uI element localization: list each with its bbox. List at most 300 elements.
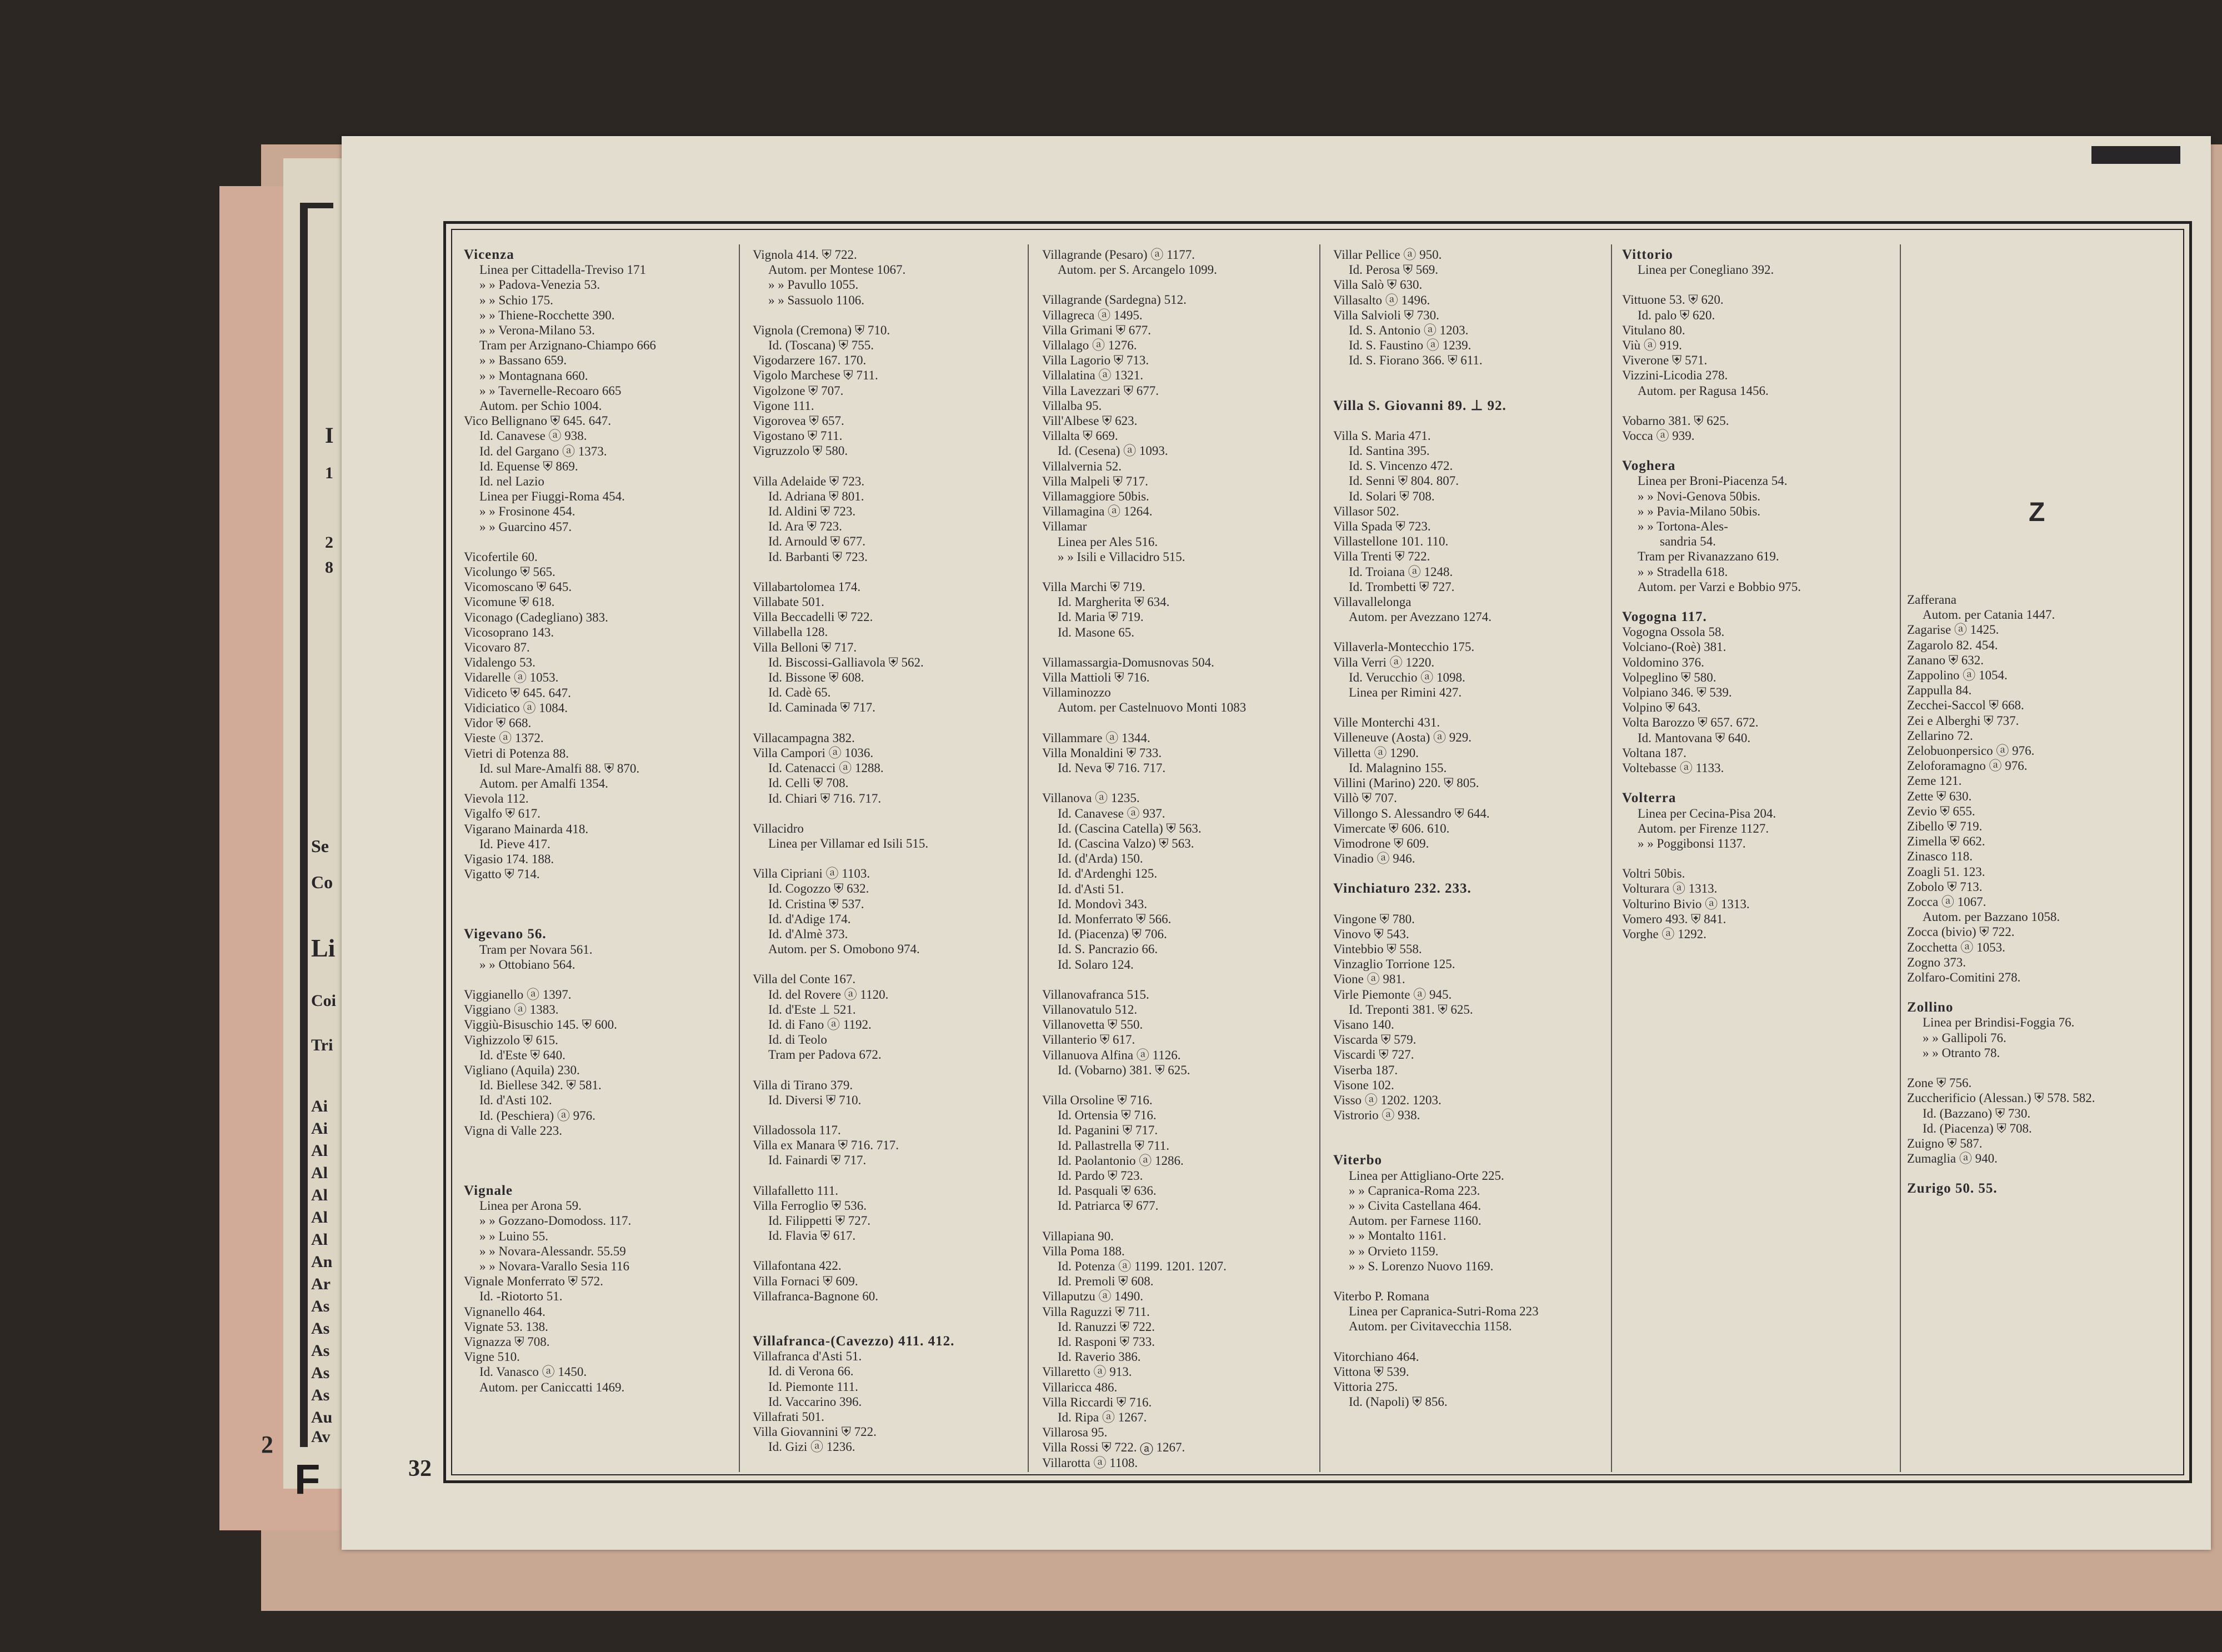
index-spacer bbox=[464, 1168, 744, 1183]
index-entry: Zecchei-Saccol ⛨ 668. bbox=[1907, 698, 2024, 713]
index-entry: Villafontana 422. bbox=[753, 1259, 842, 1273]
index-entry: Id. S. Faustino ⓐ 1239. bbox=[1349, 338, 1472, 353]
index-entry: Id. (Cascina Catella) ⛨ 563. bbox=[1058, 821, 1202, 835]
index-entry: Id. (Vobarno) 381. ⛨ 625. bbox=[1058, 1063, 1190, 1077]
index-entry: Volturino Bivio ⓐ 1313. bbox=[1622, 897, 1750, 911]
index-entry: Villa Campori ⓐ 1036. bbox=[753, 745, 874, 760]
index-entry: » » Gallipoli 76. bbox=[1923, 1030, 2006, 1045]
index-entry: Volta Barozzo ⛨ 657. 672. bbox=[1622, 715, 1759, 730]
index-entry: Villaminozzo bbox=[1042, 685, 1111, 700]
index-entry: Vobarno 381. ⛨ 625. bbox=[1622, 413, 1729, 428]
index-entry: Id. Gizi ⓐ 1236. bbox=[768, 1440, 855, 1454]
index-spacer bbox=[1333, 897, 1614, 912]
back-page-fragment: Al bbox=[311, 1230, 328, 1249]
index-entry: Zelobuonpersico ⓐ 976. bbox=[1907, 744, 2035, 758]
back-page-fragment: Av bbox=[311, 1428, 331, 1446]
index-entry: Id. Pallastrella ⛨ 711. bbox=[1058, 1138, 1169, 1153]
index-entry: Id. Masone 65. bbox=[1058, 625, 1134, 639]
index-column-6 bbox=[1907, 247, 2188, 1469]
index-entry: Id. (Piacenza) ⛨ 708. bbox=[1923, 1121, 2032, 1135]
index-heading: Vinchiaturo 232. 233. bbox=[1333, 881, 1472, 897]
index-entry: Autom. per Ragusa 1456. bbox=[1638, 383, 1769, 398]
index-entry: Visso ⓐ 1202. 1203. bbox=[1333, 1093, 1442, 1107]
index-entry: Id. di Teolo bbox=[768, 1033, 827, 1047]
index-entry: Linea per Brindisi-Foggia 76. bbox=[1923, 1015, 2075, 1030]
index-entry: Id. Rasponi ⛨ 733. bbox=[1058, 1335, 1155, 1349]
index-entry: Villafranca-Bagnone 60. bbox=[753, 1289, 878, 1303]
index-entry: Id. Chiari ⛨ 716. 717. bbox=[768, 791, 882, 805]
index-entry: » » Novi-Genova 50bis. bbox=[1638, 489, 1761, 503]
back-page-fragment: Ai bbox=[311, 1097, 328, 1115]
back-page-fragment: As bbox=[311, 1364, 330, 1382]
index-entry: Vieste ⓐ 1372. bbox=[464, 731, 544, 745]
index-entry: Id. d'Ardenghi 125. bbox=[1058, 867, 1158, 881]
index-entry: Id. di Verona 66. bbox=[768, 1364, 854, 1379]
index-entry: Id. sul Mare-Amalfi 88. ⛨ 870. bbox=[479, 761, 640, 775]
index-spacer bbox=[1042, 715, 1323, 730]
index-entry: Id. Catenacci ⓐ 1288. bbox=[768, 761, 884, 775]
index-entry: Vigodarzere 167. 170. bbox=[753, 353, 867, 368]
index-entry: Linea per Arona 59. bbox=[479, 1199, 582, 1213]
index-entry: Id. Cadè 65. bbox=[768, 685, 831, 700]
index-entry: Id. Mantovana ⛨ 640. bbox=[1638, 730, 1751, 745]
index-entry: Vigolo Marchese ⛨ 711. bbox=[753, 368, 878, 383]
back-page-fragment: 1 bbox=[325, 464, 333, 482]
index-entry: Id. Ortensia ⛨ 716. bbox=[1058, 1108, 1157, 1123]
back-page-fragment: Al bbox=[311, 1142, 328, 1160]
index-spacer bbox=[1622, 277, 1903, 292]
index-entry: Villalba 95. bbox=[1042, 398, 1102, 413]
back-page-fragment: Al bbox=[311, 1186, 328, 1204]
index-entry: Autom. per Avezzano 1274. bbox=[1349, 610, 1492, 624]
back-page-fragment: An bbox=[311, 1253, 333, 1271]
index-entry: Villa Raguzzi ⛨ 711. bbox=[1042, 1304, 1150, 1319]
index-entry: Zeme 121. bbox=[1907, 774, 1962, 788]
index-spacer bbox=[1333, 624, 1614, 639]
index-entry: Viconago (Cadegliano) 383. bbox=[464, 610, 608, 624]
index-entry: Zellarino 72. bbox=[1907, 728, 1973, 743]
index-entry: Zogno 373. bbox=[1907, 955, 1966, 969]
index-entry: » » Capranica-Roma 223. bbox=[1349, 1183, 1480, 1198]
index-entry: Id. Maria ⛨ 719. bbox=[1058, 610, 1144, 624]
index-entry: Viggiano ⓐ 1383. bbox=[464, 1003, 559, 1017]
index-entry: Villeneuve (Aosta) ⓐ 929. bbox=[1333, 730, 1472, 745]
index-entry: » » Montalto 1161. bbox=[1349, 1229, 1447, 1243]
index-spacer bbox=[464, 534, 744, 549]
index-entry: Id. di Fano ⓐ 1192. bbox=[768, 1017, 872, 1032]
index-entry: Id. (Toscana) ⛨ 755. bbox=[768, 338, 874, 353]
index-entry: Viserba 187. bbox=[1333, 1063, 1398, 1077]
index-entry: Villanovatulo 512. bbox=[1042, 1002, 1138, 1017]
index-entry: Volciano-(Roè) 381. bbox=[1622, 640, 1726, 654]
index-spacer bbox=[1333, 1334, 1614, 1349]
index-spacer bbox=[1333, 1274, 1614, 1289]
index-entry: Vittuone 53. ⛨ 620. bbox=[1622, 293, 1724, 307]
index-entry: Id. S. Antonio ⓐ 1203. bbox=[1349, 323, 1469, 338]
index-entry: Vigne 510. bbox=[464, 1350, 520, 1364]
index-entry: Vignanello 464. bbox=[464, 1304, 546, 1319]
index-entry: Id. nel Lazio bbox=[479, 474, 544, 489]
index-entry: Id. Biscossi-Galliavola ⛨ 562. bbox=[768, 655, 924, 669]
index-entry: Villanovetta ⛨ 550. bbox=[1042, 1018, 1143, 1032]
back-page-fragment: Al bbox=[311, 1208, 328, 1227]
index-entry: Tram per Rivanazzano 619. bbox=[1638, 549, 1779, 564]
index-entry: Id. Piemonte 111. bbox=[768, 1379, 858, 1394]
index-entry: Id. d'Almè 373. bbox=[768, 927, 848, 941]
index-entry: Villa Rossi ⛨ 722. ⓐ 1267. bbox=[1042, 1440, 1185, 1455]
index-entry: Zafferana bbox=[1907, 593, 1956, 607]
index-entry: Id. Pieve 417. bbox=[479, 837, 551, 851]
index-entry: Villetta ⓐ 1290. bbox=[1333, 745, 1419, 760]
index-entry: Zimella ⛨ 662. bbox=[1907, 834, 1985, 849]
index-entry: Vigruzzolo ⛨ 580. bbox=[753, 444, 848, 458]
index-entry: » » Pavia-Milano 50bis. bbox=[1638, 504, 1761, 518]
index-entry: Id. Solaro 124. bbox=[1058, 957, 1134, 972]
index-entry: Autom. per S. Arcangelo 1099. bbox=[1058, 263, 1217, 277]
index-entry: Id. (Peschiera) ⓐ 976. bbox=[479, 1108, 595, 1123]
index-entry: » » Otranto 78. bbox=[1923, 1045, 2000, 1060]
index-entry: Villamaggiore 50bis. bbox=[1042, 489, 1149, 504]
index-entry: Tram per Novara 561. bbox=[479, 942, 593, 957]
index-entry: » » Poggibonsi 1137. bbox=[1638, 836, 1746, 850]
index-entry: Linea per Cecina-Pisa 204. bbox=[1638, 806, 1776, 820]
index-entry: » » Sassuolo 1106. bbox=[768, 293, 864, 307]
index-entry: Autom. per Montese 1067. bbox=[768, 263, 906, 277]
index-entry: Viù ⓐ 919. bbox=[1622, 338, 1682, 353]
index-entry: Villadossola 117. bbox=[753, 1123, 841, 1137]
index-entry: Id. Adriana ⛨ 801. bbox=[768, 489, 864, 503]
index-entry: Villapiana 90. bbox=[1042, 1229, 1114, 1243]
index-entry: Villalatina ⓐ 1321. bbox=[1042, 368, 1143, 383]
index-entry: Id. (d'Arda) 150. bbox=[1058, 852, 1143, 866]
index-entry: » » Ottobiano 564. bbox=[479, 957, 575, 972]
section-letter-z: Z bbox=[2029, 498, 2045, 527]
index-entry: Villa Salvioli ⛨ 730. bbox=[1333, 308, 1439, 322]
index-entry: Villalago ⓐ 1276. bbox=[1042, 338, 1137, 353]
index-entry: Vigatto ⛨ 714. bbox=[464, 867, 540, 882]
index-entry: Villa S. Maria 471. bbox=[1333, 428, 1431, 443]
index-entry: Id. Margherita ⛨ 634. bbox=[1058, 595, 1170, 609]
back-page-rule-top bbox=[300, 203, 333, 208]
index-entry: Villa Beccadelli ⛨ 722. bbox=[753, 610, 873, 624]
index-entry: Villongo S. Alessandro ⛨ 644. bbox=[1333, 806, 1490, 820]
index-entry: Volpino ⛨ 643. bbox=[1622, 700, 1701, 715]
index-entry: Villa Fornaci ⛨ 609. bbox=[753, 1274, 858, 1288]
index-entry: Id. Flavia ⛨ 617. bbox=[768, 1229, 856, 1243]
index-entry: Id. (Bazzano) ⛨ 730. bbox=[1923, 1106, 2031, 1120]
index-entry: Volpiano 346. ⛨ 539. bbox=[1622, 685, 1732, 700]
index-entry: Zappolino ⓐ 1054. bbox=[1907, 668, 2008, 683]
index-entry: Id. Trombetti ⛨ 727. bbox=[1349, 579, 1455, 594]
index-entry: » » Frosinone 454. bbox=[479, 504, 575, 519]
index-spacer bbox=[1907, 1166, 2188, 1181]
index-entry: Id. Raverio 386. bbox=[1058, 1350, 1141, 1364]
index-entry: Zumaglia ⓐ 940. bbox=[1907, 1152, 1998, 1166]
index-entry: Id. (Napoli) ⛨ 856. bbox=[1349, 1395, 1448, 1409]
index-entry: Villa Riccardi ⛨ 716. bbox=[1042, 1395, 1152, 1409]
index-entry: Villanterio ⛨ 617. bbox=[1042, 1033, 1135, 1047]
index-spacer bbox=[1042, 277, 1323, 292]
index-entry: Vistrorio ⓐ 938. bbox=[1333, 1108, 1420, 1123]
index-entry: Id. Paolantonio ⓐ 1286. bbox=[1058, 1153, 1184, 1168]
index-entry: Vicolungo ⛨ 565. bbox=[464, 565, 556, 579]
index-entry: Villalta ⛨ 669. bbox=[1042, 429, 1118, 443]
index-spacer bbox=[753, 806, 1033, 821]
index-entry: Zocca (bivio) ⛨ 722. bbox=[1907, 925, 2015, 939]
back-page-fragment: Li bbox=[311, 934, 336, 962]
index-spacer bbox=[1907, 397, 2188, 427]
index-entry: Villamar bbox=[1042, 519, 1087, 534]
index-heading: Vigevano 56. bbox=[464, 927, 547, 942]
index-entry: Zevio ⛨ 655. bbox=[1907, 804, 1975, 818]
index-entry: Id. Arnould ⛨ 677. bbox=[768, 534, 866, 549]
index-entry: Vingone ⛨ 780. bbox=[1333, 912, 1415, 926]
index-entry: Id. Pasquali ⛨ 636. bbox=[1058, 1184, 1157, 1198]
index-entry: Villa Mattioli ⛨ 716. bbox=[1042, 670, 1150, 685]
index-entry: Villasor 502. bbox=[1333, 504, 1399, 518]
index-heading: Vignale bbox=[464, 1183, 513, 1198]
index-spacer bbox=[1622, 851, 1903, 866]
index-entry: Vintebbio ⛨ 558. bbox=[1333, 942, 1422, 956]
index-entry: Id. Equense ⛨ 869. bbox=[479, 459, 578, 473]
index-entry: Id. Neva ⛨ 716. 717. bbox=[1058, 761, 1166, 775]
index-entry: Vignola 414. ⛨ 722. bbox=[753, 248, 857, 262]
index-entry: Villammare ⓐ 1344. bbox=[1042, 730, 1150, 745]
index-entry: » » Bassano 659. bbox=[479, 353, 567, 368]
index-entry: Viverone ⛨ 571. bbox=[1622, 353, 1708, 368]
index-entry: Id. Canavese ⓐ 938. bbox=[479, 429, 587, 443]
index-entry: Viscarda ⛨ 579. bbox=[1333, 1033, 1417, 1047]
index-entry: Vievola 112. bbox=[464, 792, 529, 806]
index-entry: Villa Malpeli ⛨ 717. bbox=[1042, 474, 1148, 488]
index-spacer bbox=[464, 1138, 744, 1168]
index-entry: Id. Fainardi ⛨ 717. bbox=[768, 1153, 867, 1168]
index-entry: Vittona ⛨ 539. bbox=[1333, 1364, 1409, 1379]
index-entry: Id. S. Vincenzo 472. bbox=[1349, 459, 1453, 473]
index-entry: Villacidro bbox=[753, 821, 804, 835]
index-entry: » » Orvieto 1159. bbox=[1349, 1244, 1439, 1258]
index-entry: Vigalfo ⛨ 617. bbox=[464, 807, 541, 821]
index-entry: Autom. per Farnese 1160. bbox=[1349, 1214, 1482, 1228]
index-entry: Villa Cipriani ⓐ 1103. bbox=[753, 867, 870, 881]
index-entry: Id. Perosa ⛨ 569. bbox=[1349, 263, 1438, 277]
index-heading: Zollino bbox=[1907, 1000, 1954, 1015]
index-entry: Vidor ⛨ 668. bbox=[464, 716, 532, 730]
index-entry: Id. Potenza ⓐ 1199. 1201. 1207. bbox=[1058, 1259, 1227, 1273]
index-entry: Villaricca 486. bbox=[1042, 1380, 1118, 1394]
index-entry: Id. Treponti 381. ⛨ 625. bbox=[1349, 1002, 1473, 1017]
index-entry: Viscardi ⛨ 727. bbox=[1333, 1048, 1414, 1062]
index-entry: » » Tavernelle-Recoaro 665 bbox=[479, 383, 622, 398]
index-entry: Villanova ⓐ 1235. bbox=[1042, 791, 1140, 805]
index-spacer bbox=[464, 972, 744, 987]
index-spacer bbox=[1907, 577, 2188, 592]
index-spacer bbox=[1333, 413, 1614, 428]
back-page-fragment: Coi bbox=[311, 992, 336, 1010]
index-column-5 bbox=[1622, 247, 1903, 1469]
index-entry: Volturara ⓐ 1313. bbox=[1622, 882, 1718, 896]
index-entry: Vietri di Potenza 88. bbox=[464, 746, 569, 760]
index-spacer bbox=[464, 912, 744, 927]
back-page-fragment: Co bbox=[311, 872, 333, 892]
index-entry: Villabartolomea 174. bbox=[753, 579, 861, 594]
index-entry: Villabella 128. bbox=[753, 625, 828, 639]
index-entry: Vigliano (Aquila) 230. bbox=[464, 1063, 580, 1077]
index-entry: Villa Trenti ⛨ 722. bbox=[1333, 549, 1430, 564]
index-entry: Vizzini-Licodia 278. bbox=[1622, 368, 1728, 383]
index-entry: Volpeglino ⛨ 580. bbox=[1622, 670, 1716, 684]
index-entry: Id. -Riotorto 51. bbox=[479, 1289, 563, 1304]
index-entry: » » S. Lorenzo Nuovo 1169. bbox=[1349, 1259, 1494, 1273]
index-entry: Id. Senni ⛨ 804. 807. bbox=[1349, 474, 1459, 488]
index-entry: Id. Celli ⛨ 708. bbox=[768, 776, 849, 790]
index-entry: Id. S. Pancrazio 66. bbox=[1058, 942, 1158, 957]
index-entry: » » Civita Castellana 464. bbox=[1349, 1198, 1482, 1213]
index-entry: Villagrande (Pesaro) ⓐ 1177. bbox=[1042, 248, 1195, 262]
index-entry: » » Isili e Villacidro 515. bbox=[1058, 549, 1185, 564]
index-spacer bbox=[1042, 1214, 1323, 1229]
index-spacer bbox=[753, 957, 1033, 972]
index-entry: Villabate 501. bbox=[753, 595, 824, 609]
index-spacer bbox=[753, 1168, 1033, 1183]
index-entry: Id. Biellese 342. ⛨ 581. bbox=[479, 1078, 602, 1093]
index-entry: Voldomino 376. bbox=[1622, 655, 1704, 669]
index-entry: Virle Piemonte ⓐ 945. bbox=[1333, 987, 1452, 1002]
index-entry: Villamagina ⓐ 1264. bbox=[1042, 504, 1153, 519]
index-spacer bbox=[1907, 277, 2188, 307]
index-spacer bbox=[753, 1063, 1033, 1078]
index-column-2 bbox=[753, 247, 1033, 1469]
index-entry: Vomero 493. ⛨ 841. bbox=[1622, 912, 1726, 926]
index-entry: Linea per Attigliano-Orte 225. bbox=[1349, 1168, 1504, 1183]
index-entry: Vione ⓐ 981. bbox=[1333, 972, 1405, 987]
index-entry: Zibello ⛨ 719. bbox=[1907, 819, 1983, 834]
index-spacer bbox=[1907, 307, 2188, 337]
index-entry: Id. Patriarca ⛨ 677. bbox=[1058, 1199, 1159, 1213]
index-entry: » » Padova-Venezia 53. bbox=[479, 278, 600, 292]
index-entry: Id. S. Fiorano 366. ⛨ 611. bbox=[1349, 353, 1483, 368]
index-entry: Villar Pellice ⓐ 950. bbox=[1333, 248, 1442, 262]
index-entry: Villafrati 501. bbox=[753, 1410, 824, 1424]
index-entry: » » Tortona-Ales- bbox=[1638, 519, 1728, 534]
index-entry: Villò ⛨ 707. bbox=[1333, 791, 1397, 805]
back-page-fragment: As bbox=[311, 1341, 330, 1360]
index-entry: Voltana 187. bbox=[1622, 745, 1686, 760]
index-entry: Villa ex Manara ⛨ 716. 717. bbox=[753, 1138, 899, 1153]
page-tab-strip bbox=[2091, 146, 2180, 164]
index-entry: Villa Poma 188. bbox=[1042, 1244, 1125, 1258]
index-entry: Vico Bellignano ⛨ 645. 647. bbox=[464, 414, 612, 428]
index-entry: Zette ⛨ 630. bbox=[1907, 789, 1972, 803]
index-entry: Tram per Padova 672. bbox=[768, 1048, 882, 1062]
index-entry: Villagrande (Sardegna) 512. bbox=[1042, 293, 1187, 307]
index-entry: Linea per Cittadella-Treviso 171 bbox=[479, 263, 646, 277]
index-entry: Zuigno ⛨ 587. bbox=[1907, 1136, 1983, 1150]
index-entry: Vigoroveа ⛨ 657. bbox=[753, 414, 844, 428]
index-heading: Voghera bbox=[1622, 458, 1676, 474]
index-entry: Linea per Capranica-Sutri-Roma 223 bbox=[1349, 1304, 1539, 1319]
index-entry: Viggianello ⓐ 1397. bbox=[464, 987, 572, 1002]
index-entry: Vidiciatico ⓐ 1084. bbox=[464, 700, 568, 715]
index-entry: Villamassargia-Domusnovas 504. bbox=[1042, 655, 1214, 669]
back-page-fragment: 2 bbox=[325, 533, 333, 552]
index-column-4 bbox=[1333, 247, 1614, 1469]
index-spacer bbox=[1907, 547, 2188, 577]
index-entry: Tram per Arzignano-Chiampo 666 bbox=[479, 338, 656, 353]
index-entry: Id. Premoli ⛨ 608. bbox=[1058, 1274, 1154, 1289]
index-entry: Visone 102. bbox=[1333, 1078, 1394, 1092]
back-page-fragment: Al bbox=[311, 1164, 328, 1182]
index-entry: Zagarise ⓐ 1425. bbox=[1907, 623, 1999, 637]
index-entry: Zone ⛨ 756. bbox=[1907, 1076, 1972, 1090]
index-entry: Villarotta ⓐ 1108. bbox=[1042, 1455, 1138, 1469]
index-entry: Villanovafranca 515. bbox=[1042, 987, 1149, 1002]
index-spacer bbox=[753, 459, 1033, 474]
back-page-fragment: As bbox=[311, 1386, 330, 1404]
index-spacer bbox=[753, 1243, 1033, 1258]
index-spacer bbox=[1042, 972, 1323, 987]
index-entry: Id. Bissone ⛨ 608. bbox=[768, 670, 864, 685]
index-entry: Linea per Broni-Piacenza 54. bbox=[1638, 474, 1788, 488]
back-page-rule bbox=[300, 203, 308, 1447]
index-entry: Viterbo P. Romana bbox=[1333, 1289, 1430, 1303]
index-entry: Vittoria 275. bbox=[1333, 1380, 1398, 1394]
index-entry: Id. Canavese ⓐ 937. bbox=[1058, 806, 1165, 820]
index-heading: Vogogna 117. bbox=[1622, 609, 1707, 625]
index-entry: Autom. per Civitavecchia 1158. bbox=[1349, 1319, 1512, 1334]
index-entry: Zeloforamagno ⓐ 976. bbox=[1907, 759, 2028, 773]
index-entry: Vignale Monferrato ⛨ 572. bbox=[464, 1274, 603, 1289]
index-entry: Villasalto ⓐ 1496. bbox=[1333, 293, 1430, 307]
index-entry: Vocca ⓐ 939. bbox=[1622, 429, 1695, 443]
index-spacer bbox=[1907, 247, 2188, 277]
index-entry: » » Novara-Alessandr. 55.59 bbox=[479, 1244, 626, 1258]
index-entry: Villagreca ⓐ 1495. bbox=[1042, 308, 1143, 322]
index-entry: Vidalengo 53. bbox=[464, 655, 536, 670]
index-entry: Id. Pardo ⛨ 723. bbox=[1058, 1168, 1143, 1183]
index-entry: Villa Monaldini ⛨ 733. bbox=[1042, 745, 1162, 760]
index-entry: Villa Spada ⛨ 723. bbox=[1333, 519, 1431, 534]
index-entry: Autom. per Schio 1004. bbox=[479, 399, 602, 413]
index-spacer bbox=[1622, 443, 1903, 458]
index-entry: Id. del Rovere ⓐ 1120. bbox=[768, 987, 889, 1002]
index-entry: Vigasio 174. 188. bbox=[464, 852, 554, 866]
index-entry: Id. Verucchio ⓐ 1098. bbox=[1349, 670, 1465, 684]
index-entry: Id. Mondovì 343. bbox=[1058, 897, 1147, 911]
index-entry: Id. del Gargano ⓐ 1373. bbox=[479, 444, 607, 458]
index-entry: Vignate 53. 138. bbox=[464, 1319, 548, 1334]
index-entry: Vimodrone ⛨ 609. bbox=[1333, 836, 1429, 850]
index-entry: Id. Monferrato ⛨ 566. bbox=[1058, 912, 1172, 926]
index-entry: Vigostano ⛨ 711. bbox=[753, 429, 843, 443]
index-entry: Vicosoprano 143. bbox=[464, 625, 554, 639]
index-heading: Vicenza bbox=[464, 247, 514, 262]
index-entry: Id. Aldini ⛨ 723. bbox=[768, 504, 856, 519]
index-entry: Autom. per Catania 1447. bbox=[1923, 608, 2055, 622]
index-spacer bbox=[1622, 775, 1903, 790]
index-spacer bbox=[1907, 427, 2188, 457]
index-entry: Vignazza ⛨ 708. bbox=[464, 1335, 550, 1349]
index-entry: Villaverla-Montecchio 175. bbox=[1333, 640, 1475, 654]
index-spacer bbox=[753, 1108, 1033, 1123]
index-entry: Villa Belloni ⛨ 717. bbox=[753, 640, 857, 654]
index-heading: Villafranca-(Cavezzo) 411. 412. bbox=[753, 1333, 955, 1349]
index-entry: Villa Ferroglio ⛨ 536. bbox=[753, 1198, 867, 1213]
index-entry: Autom. per Firenze 1127. bbox=[1638, 821, 1769, 835]
index-entry: Id. Vanasco ⓐ 1450. bbox=[479, 1365, 587, 1379]
index-entry: Id. Troiana ⓐ 1248. bbox=[1349, 564, 1453, 579]
back-page-fragment: Ai bbox=[311, 1119, 328, 1138]
